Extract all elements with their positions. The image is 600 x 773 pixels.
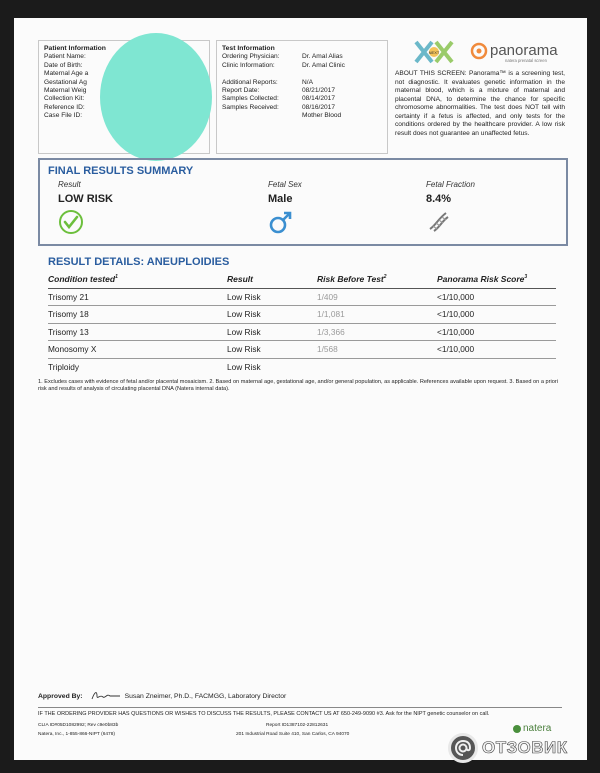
cell-risk-score: <1/10,000 bbox=[437, 326, 475, 337]
test-row: Clinic Information: Dr. Amal Clinic bbox=[222, 61, 345, 69]
test-row: Report Date: 08/21/2017 bbox=[222, 87, 336, 95]
summary-fraction-col bbox=[426, 180, 475, 240]
table-row bbox=[48, 306, 556, 324]
cell-condition: Triploidy bbox=[48, 362, 80, 373]
director-name: Susan Zneimer, Ph.D., FACMGG, Laboratory Director bbox=[124, 692, 287, 700]
male-symbol-icon bbox=[268, 209, 294, 235]
natera-dot-icon bbox=[513, 725, 521, 733]
patient-label: Case File ID: bbox=[44, 112, 83, 120]
summary-sex-label: Fetal Sex bbox=[268, 180, 302, 189]
header-risk-before: Risk Before Test$^2$ bbox=[317, 274, 387, 285]
approval-line bbox=[38, 690, 286, 702]
test-row: Samples Received: 08/16/2017 bbox=[222, 103, 336, 111]
cell-risk-before: 1/3,366 bbox=[317, 326, 345, 337]
cell-risk-before: 1/568 bbox=[317, 344, 338, 355]
panorama-mark-icon bbox=[470, 42, 488, 60]
panorama-brand: panorama bbox=[490, 42, 558, 59]
cell-result: Low Risk bbox=[227, 309, 261, 320]
details-title: RESULT DETAILS: ANEUPLOIDIES bbox=[48, 256, 230, 268]
check-circle-icon bbox=[58, 209, 84, 235]
panorama-subtitle: natera prenatal screen bbox=[505, 58, 547, 63]
patient-label: Maternal Weig bbox=[44, 87, 87, 95]
table-row bbox=[48, 359, 556, 377]
summary-result-label: Result bbox=[58, 180, 81, 189]
test-row bbox=[222, 70, 382, 78]
dna-icon bbox=[426, 209, 452, 235]
cell-condition: Trisomy 21 bbox=[48, 291, 89, 302]
test-row: Ordering Physician: Dr. Amal Alias bbox=[222, 53, 343, 61]
contact-notice: IF THE ORDERING PROVIDER HAS QUESTIONS OR WISHES TO DISCUSS THE RESULTS, PLEASE CONTACT US AT 650-249-9090 #3. Ask for the NIPT genetic counselor on call. bbox=[38, 711, 490, 717]
cell-result: Low Risk bbox=[227, 326, 261, 337]
cell-result: Low Risk bbox=[227, 362, 261, 373]
cell-risk-score: <1/10,000 bbox=[437, 344, 475, 355]
cell-result: Low Risk bbox=[227, 291, 261, 302]
cell-risk-before: 1/409 bbox=[317, 291, 338, 302]
clia-id: CLIA ID#05D1082992; Rev c9e0b83b bbox=[38, 723, 119, 728]
lab-address: 201 Industrial Road Suite 410, San Carlos, CA 94070 bbox=[236, 732, 350, 737]
cell-risk-score: <1/10,000 bbox=[437, 291, 475, 302]
cell-risk-before: 1/1,081 bbox=[317, 309, 345, 320]
watermark-at-icon bbox=[448, 733, 478, 763]
summary-sex-value: Male bbox=[268, 193, 293, 205]
results-summary-box bbox=[38, 158, 568, 246]
summary-title: FINAL RESULTS SUMMARY bbox=[48, 165, 194, 177]
summary-sex-col bbox=[268, 180, 302, 240]
table-row bbox=[48, 289, 556, 307]
patient-label: Collection Kit: bbox=[44, 95, 85, 103]
next-logo-text: NEXT bbox=[428, 50, 440, 55]
footer-divider bbox=[38, 707, 562, 708]
header-result: Result bbox=[227, 274, 253, 285]
cell-risk-score: <1/10,000 bbox=[437, 309, 475, 320]
natera-logo-text: natera bbox=[523, 723, 552, 734]
about-text: ABOUT THIS SCREEN: Panorama™ is a screening test, not diagnostic. It evaluates genetic information in the maternal blood, which is a mixture of maternal and placental DNA, to determine the chance for specific chromosome abnormalities. The test does NOT tell with certainty if a fetus is affected, and only tests for the conditions ordered by the healthcare provider. A low risk result does not guarantee an unaffected fetus. bbox=[395, 70, 565, 137]
summary-result-col bbox=[58, 180, 113, 240]
test-row: Additional Reports: N/A bbox=[222, 78, 313, 86]
test-row: Mother Blood bbox=[302, 112, 342, 120]
cell-condition: Trisomy 13 bbox=[48, 326, 89, 337]
test-info-box bbox=[216, 40, 388, 154]
test-row: Samples Collected: 08/14/2017 bbox=[222, 95, 336, 103]
table-header-row bbox=[48, 271, 556, 289]
logo-area bbox=[412, 40, 572, 66]
summary-fraction-value: 8.4% bbox=[426, 193, 452, 205]
cell-condition: Monosomy X bbox=[48, 344, 97, 355]
header-risk-score: Panorama Risk Score$^3$ bbox=[437, 274, 528, 285]
summary-result-value: LOW RISK bbox=[58, 193, 113, 205]
cell-condition: Trisomy 18 bbox=[48, 309, 89, 320]
report-id: Report ID1387102-22812631 bbox=[266, 723, 329, 728]
table-row bbox=[48, 324, 556, 342]
table-row bbox=[48, 341, 556, 359]
watermark-text: ОТЗОВИК bbox=[482, 738, 568, 757]
summary-fraction-label: Fetal Fraction bbox=[426, 180, 475, 189]
footnotes: 1. Excludes cases with evidence of fetal and/or placental mosaicism. 2. Based on maternal age, gestational age, and/or general population, as applicable. References available upon request. 3. Based on a priori risk and results of analysis of circulating placental DNA (Natera internal data). bbox=[38, 379, 558, 393]
test-info-title: Test Information bbox=[222, 45, 275, 52]
cell-result: Low Risk bbox=[227, 344, 261, 355]
aneuploidies-table bbox=[48, 271, 556, 376]
patient-label: Date of Birth: bbox=[44, 61, 83, 69]
watermark bbox=[448, 733, 568, 763]
header-condition: Condition tested$^1$ bbox=[48, 274, 118, 285]
patient-label: Reference ID: bbox=[44, 103, 85, 111]
patient-label: Patient Name: bbox=[44, 53, 86, 61]
patient-label: Maternal Age a bbox=[44, 70, 89, 78]
natera-phone: Natera, Inc., 1-855-866-NIPT (6478) bbox=[38, 732, 115, 737]
signature-icon bbox=[91, 690, 121, 702]
approved-label: Approved By: bbox=[38, 692, 83, 700]
redaction-blob bbox=[100, 33, 212, 161]
next-logo-icon bbox=[412, 40, 456, 64]
patient-info-title: Patient Information bbox=[44, 45, 106, 52]
patient-label: Gestational Ag bbox=[44, 78, 87, 86]
